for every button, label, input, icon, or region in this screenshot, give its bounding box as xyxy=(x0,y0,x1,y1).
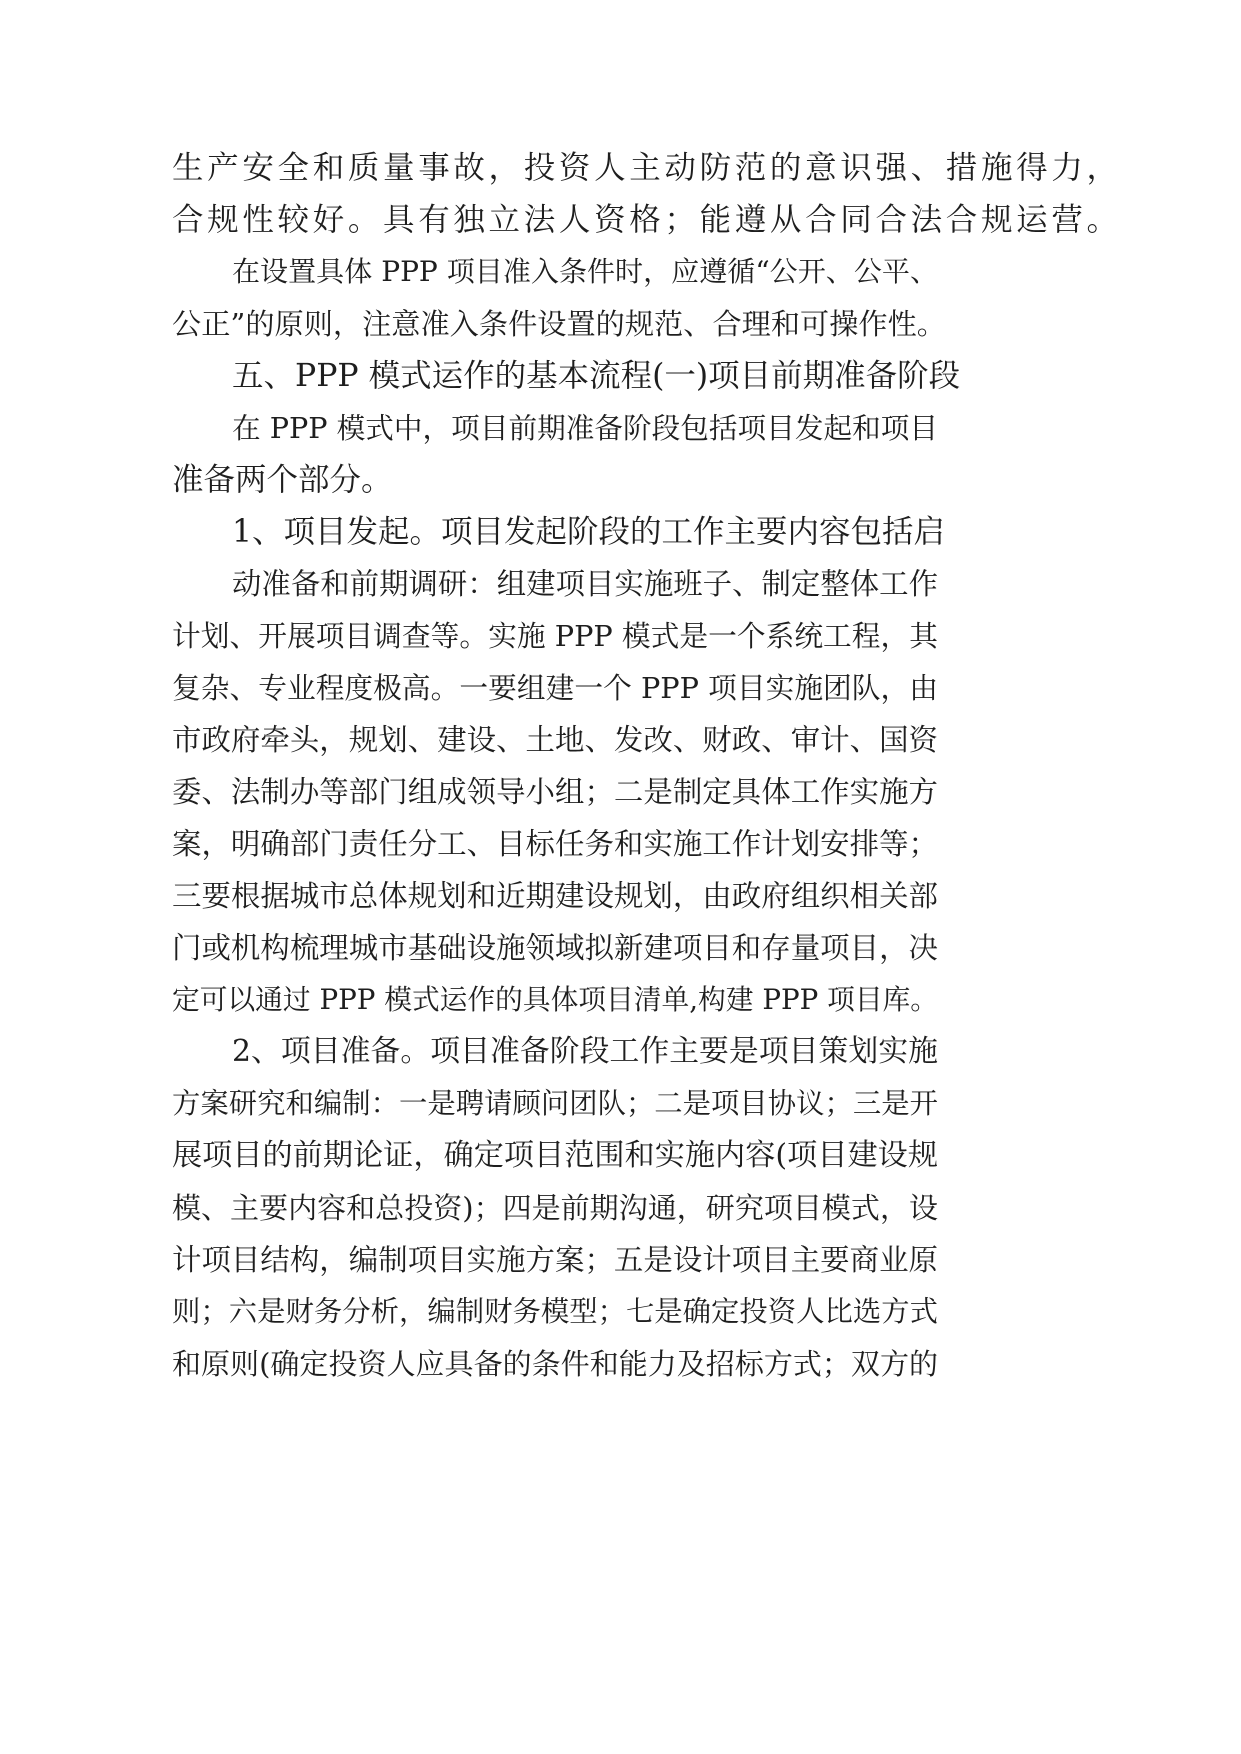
text-line: 公正”的原则，注意准入条件设置的规范、合理和可操作性。 xyxy=(172,307,946,341)
text-line: 门或机构梳理城市基础设施领域拟新建项目和存量项目，决 xyxy=(172,931,938,965)
text-line: 在设置具体 PPP 项目准入条件时，应遵循“公开、公平、 xyxy=(232,255,938,288)
section-heading: 五、PPP 模式运作的基本流程(一)项目前期准备阶段 xyxy=(232,358,961,394)
text-line: 模、主要内容和总投资)；四是前期沟通，研究项目模式，设 xyxy=(172,1191,938,1225)
text-line: 1、项目发起。项目发起阶段的工作主要内容包括启 xyxy=(232,514,946,550)
text-line: 计划、开展项目调查等。实施 PPP 模式是一个系统工程，其 xyxy=(172,619,938,653)
text-line: 生产安全和质量事故，投资人主动防范的意识强、措施得力， xyxy=(172,150,1118,186)
text-line: 委、法制办等部门组成领导小组；二是制定具体工作实施方 xyxy=(172,775,938,809)
text-line: 复杂、专业程度极高。一要组建一个 PPP 项目实施团队，由 xyxy=(172,671,938,705)
text-line: 则；六是财务分析，编制财务模型；七是确定投资人比选方式 xyxy=(172,1295,938,1328)
text-line: 合规性较好。具有独立法人资格；能遵从合同合法合规运营。 xyxy=(172,202,1118,238)
text-line: 动准备和前期调研：组建项目实施班子、制定整体工作 xyxy=(232,567,938,601)
text-line: 在 PPP 模式中，项目前期准备阶段包括项目发起和项目 xyxy=(232,411,938,445)
text-line: 方案研究和编制：一是聘请顾问团队；二是项目协议；三是开 xyxy=(172,1087,938,1120)
text-line: 定可以通过 PPP 模式运作的具体项目清单,构建 PPP 项目库。 xyxy=(172,983,938,1016)
text-line: 市政府牵头，规划、建设、土地、发改、财政、审计、国资 xyxy=(172,723,938,757)
text-line: 计项目结构，编制项目实施方案；五是设计项目主要商业原 xyxy=(172,1243,938,1277)
text-line: 三要根据城市总体规划和近期建设规划，由政府组织相关部 xyxy=(172,879,938,913)
text-line: 和原则(确定投资人应具备的条件和能力及招标方式；双方的 xyxy=(172,1347,938,1381)
text-line: 展项目的前期论证，确定项目范围和实施内容(项目建设规 xyxy=(172,1138,938,1173)
text-line: 2、项目准备。项目准备阶段工作主要是项目策划实施 xyxy=(232,1034,938,1069)
text-line: 案，明确部门责任分工、目标任务和实施工作计划安排等； xyxy=(172,827,938,861)
text-line: 准备两个部分。 xyxy=(172,462,393,498)
